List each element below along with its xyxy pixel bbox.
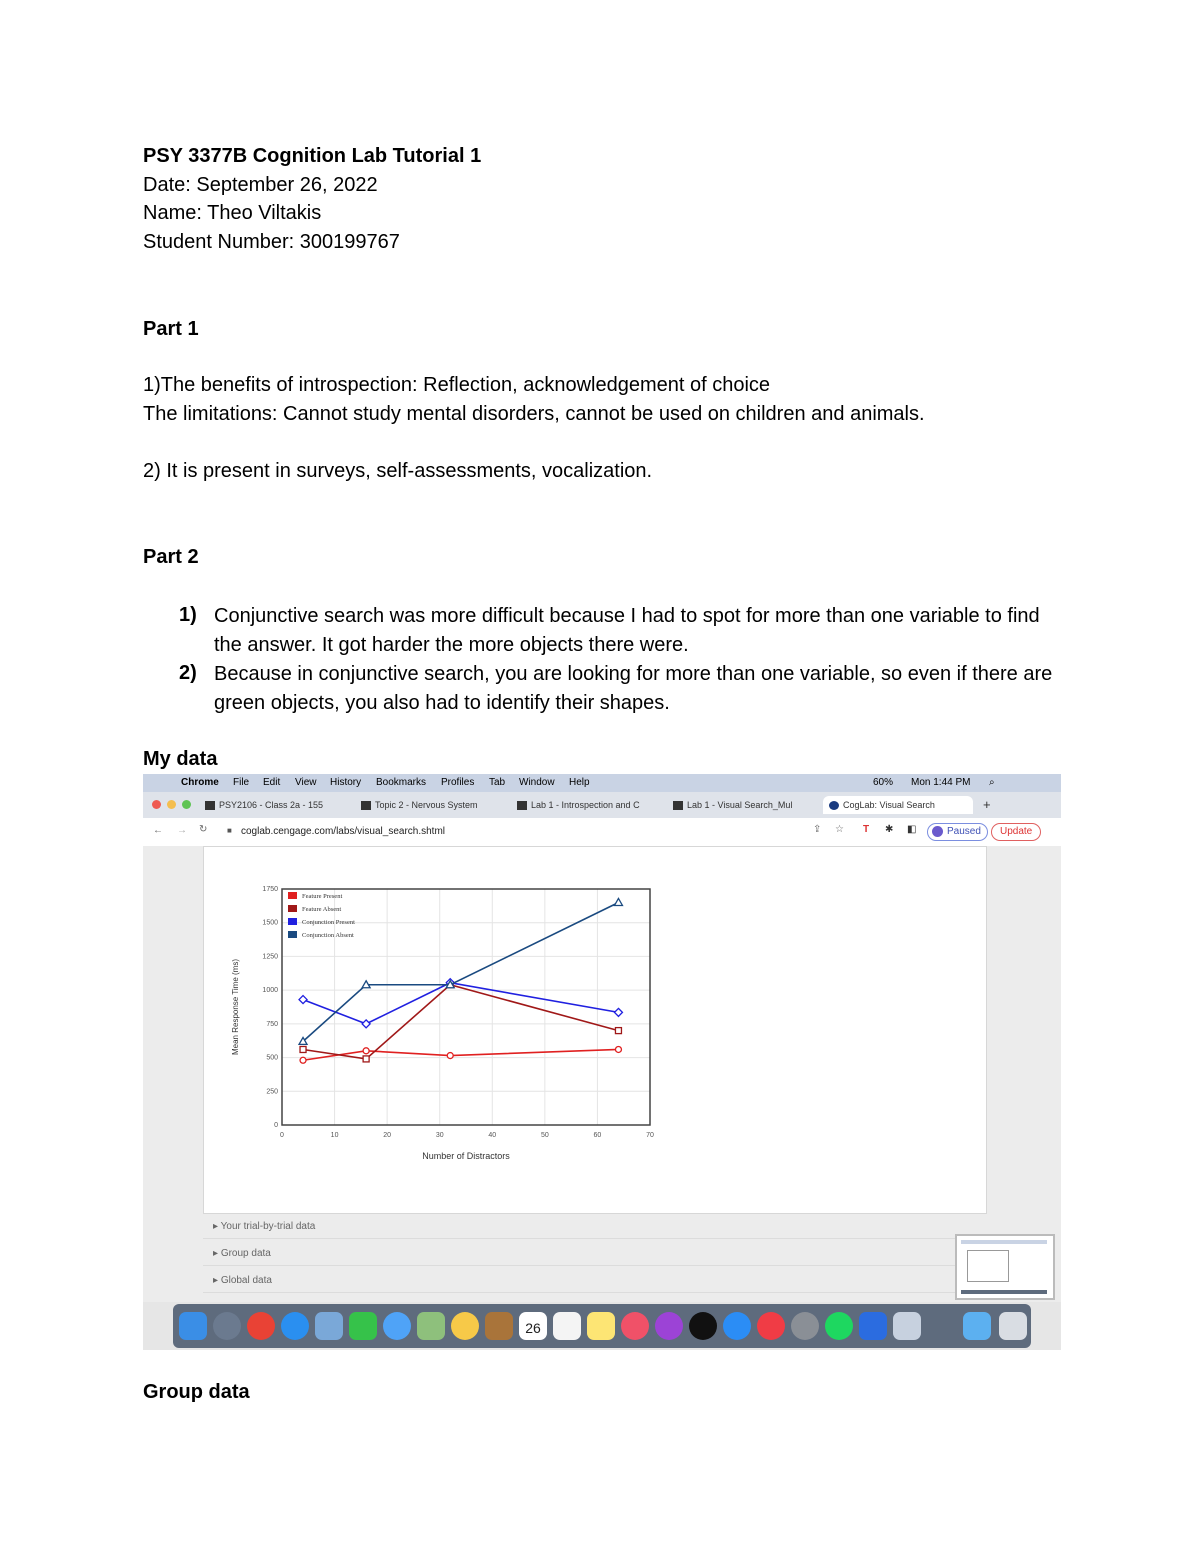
calendar-icon[interactable]: 26 [519, 1312, 547, 1340]
search-icon[interactable]: ⌕ [989, 777, 995, 788]
profile-paused-button[interactable]: Paused [927, 823, 988, 841]
caret-right-icon: ▸ [213, 1248, 219, 1259]
x-tick-label: 10 [330, 1132, 339, 1139]
lock-icon: ■ [227, 826, 232, 835]
reminders-icon[interactable] [553, 1312, 581, 1340]
y-tick-label: 0 [274, 1122, 278, 1129]
part1-q1-line1: 1)The benefits of introspection: Reflection, acknowledgement of choice [143, 374, 771, 396]
x-tick-label: 50 [540, 1132, 549, 1139]
x-tick-label: 40 [488, 1132, 497, 1139]
my-data-heading: My data [143, 748, 218, 770]
update-button[interactable]: Update [991, 823, 1041, 841]
word-icon[interactable] [859, 1312, 887, 1340]
sidebar-icon[interactable]: ◧ [907, 824, 917, 835]
x-tick-label: 0 [280, 1132, 284, 1139]
data-point [447, 1053, 453, 1059]
image-capture-icon[interactable] [893, 1312, 921, 1340]
response-time-chart [224, 877, 684, 1177]
doc-student-number: Student Number: 300199767 [143, 231, 400, 253]
podcasts-icon[interactable] [655, 1312, 683, 1340]
doc-title: PSY 3377B Cognition Lab Tutorial 1 [143, 145, 482, 167]
part2-item-text: Conjunctive search was more difficult because I had to spot for more than one variable to find the answer. It got harder the more objects there were. [214, 605, 1040, 656]
favicon-icon [361, 801, 371, 810]
accordion-group-data[interactable]: ▸ Group data [203, 1243, 985, 1266]
apple-tv-icon[interactable] [689, 1312, 717, 1340]
back-icon[interactable]: ← [153, 825, 163, 836]
data-point [299, 996, 307, 1004]
forward-icon[interactable]: → [177, 825, 187, 836]
coglab-icon [829, 801, 839, 810]
mac-dock [173, 1304, 1031, 1348]
menu-item[interactable]: Bookmarks [376, 777, 427, 788]
part1-q1-line2: The limitations: Cannot study mental disorders, cannot be used on children and animals. [143, 403, 925, 425]
finder-icon[interactable] [179, 1312, 207, 1340]
embedded-screenshot [143, 774, 1061, 1350]
safari-icon[interactable] [281, 1312, 309, 1340]
menu-item[interactable]: Help [569, 777, 590, 788]
part2-heading: Part 2 [143, 546, 199, 568]
facetime-icon[interactable] [349, 1312, 377, 1340]
legend-entry: Conjunction Absent [302, 932, 354, 939]
close-window-icon[interactable] [152, 800, 161, 809]
screenshot-thumbnail[interactable] [955, 1234, 1055, 1300]
contacts-icon[interactable] [485, 1312, 513, 1340]
menu-item[interactable]: View [295, 777, 317, 788]
data-point [362, 1020, 370, 1028]
battery-percent: 60% [873, 777, 894, 788]
data-point [614, 898, 622, 905]
photos-icon[interactable] [451, 1312, 479, 1340]
trash-icon[interactable] [999, 1312, 1027, 1340]
browser-tab[interactable]: PSY2106 - Class 2a - 155 [199, 796, 349, 814]
doc-name: Name: Theo Viltakis [143, 202, 322, 224]
part1-q2: 2) It is present in surveys, self-assessments, vocalization. [143, 460, 653, 482]
data-point [300, 1057, 306, 1063]
menu-item[interactable]: History [330, 777, 362, 788]
accordion-trial-data[interactable]: ▸ Your trial-by-trial data [203, 1216, 985, 1239]
part2-item-number: 1) [179, 604, 197, 626]
data-point [363, 1048, 369, 1054]
menu-item[interactable]: Edit [263, 777, 281, 788]
puzzle-icon[interactable]: ✱ [885, 824, 894, 835]
browser-tab[interactable]: Lab 1 - Visual Search_Mul [667, 796, 817, 814]
y-tick-label: 500 [266, 1054, 278, 1062]
y-axis-label: Mean Response Time (ms) [231, 958, 240, 1056]
part2-item-number: 2) [179, 662, 197, 684]
x-tick-label: 70 [646, 1132, 654, 1139]
caret-right-icon: ▸ [213, 1275, 219, 1286]
menu-item[interactable]: Window [519, 777, 555, 788]
browser-tab-bar [143, 792, 1061, 818]
group-data-heading: Group data [143, 1381, 250, 1403]
favicon-icon [517, 801, 527, 810]
y-tick-label: 1750 [262, 886, 278, 893]
legend-swatch [288, 931, 297, 938]
preview-icon[interactable] [315, 1312, 343, 1340]
menu-item[interactable]: Chrome [181, 777, 219, 788]
menu-item[interactable]: Profiles [441, 777, 475, 788]
favicon-icon [673, 801, 683, 810]
data-point [615, 1028, 621, 1034]
app-store-icon[interactable] [723, 1312, 751, 1340]
address-bar [143, 818, 1061, 847]
favicon-icon [205, 801, 215, 810]
browser-tab[interactable]: Lab 1 - Introspection and C [511, 796, 661, 814]
part2-item-text: Because in conjunctive search, you are looking for more than one variable, so even if there are green objects, you also had to identify their shapes. [214, 663, 1053, 714]
chrome-icon[interactable] [247, 1312, 275, 1340]
legend-swatch [288, 905, 297, 912]
mac-menu-bar [143, 774, 1061, 792]
web-page [143, 846, 1061, 1302]
maximize-window-icon[interactable] [182, 800, 191, 809]
star-icon[interactable]: ☆ [835, 824, 844, 835]
share-icon[interactable]: ⇪ [813, 824, 822, 835]
messages-icon[interactable] [383, 1312, 411, 1340]
new-tab-button[interactable]: + [983, 797, 991, 812]
menu-item[interactable]: File [233, 777, 250, 788]
url-text[interactable]: coglab.cengage.com/labs/visual_search.shtml [241, 826, 445, 837]
legend-swatch [288, 892, 297, 899]
series-line [303, 1049, 618, 1060]
y-tick-label: 1500 [262, 919, 278, 927]
results-card [203, 846, 987, 1214]
x-tick-label: 20 [383, 1132, 392, 1139]
y-tick-label: 1250 [262, 953, 278, 961]
series-line [303, 985, 618, 1059]
x-tick-label: 60 [593, 1132, 602, 1139]
legend-swatch [288, 918, 297, 925]
browser-tab-active[interactable]: CogLab: Visual Search [823, 796, 973, 814]
part1-heading: Part 1 [143, 318, 199, 340]
launchpad-icon[interactable] [213, 1312, 241, 1340]
menu-clock: Mon 1:44 PM [911, 777, 971, 788]
maps-icon[interactable] [417, 1312, 445, 1340]
legend-entry: Feature Absent [302, 906, 342, 913]
accordion-global-data[interactable]: ▸ Global data [203, 1270, 985, 1293]
x-tick-label: 30 [435, 1132, 444, 1139]
doc-date: Date: September 26, 2022 [143, 174, 378, 196]
data-point [614, 1008, 622, 1016]
caret-right-icon: ▸ [213, 1221, 219, 1232]
system-preferences-icon[interactable] [791, 1312, 819, 1340]
spotify-icon[interactable] [825, 1312, 853, 1340]
y-tick-label: 250 [266, 1088, 278, 1096]
data-point [300, 1046, 306, 1052]
menu-item[interactable]: Tab [489, 777, 506, 788]
y-tick-label: 750 [266, 1020, 278, 1028]
legend-entry: Feature Present [302, 893, 343, 900]
news-icon[interactable] [757, 1312, 785, 1340]
data-point [615, 1046, 621, 1052]
minimize-window-icon[interactable] [167, 800, 176, 809]
x-axis-label: Number of Distractors [422, 1151, 510, 1161]
legend-entry: Conjunction Present [302, 919, 355, 926]
y-tick-label: 1000 [262, 987, 278, 995]
music-icon[interactable] [621, 1312, 649, 1340]
extension-icon[interactable]: T [863, 824, 870, 835]
notes-icon[interactable] [587, 1312, 615, 1340]
data-point [363, 1056, 369, 1062]
downloads-folder-icon[interactable] [963, 1312, 991, 1340]
browser-tab[interactable]: Topic 2 - Nervous System [355, 796, 505, 814]
avatar [932, 826, 943, 837]
reload-icon[interactable]: ↻ [199, 824, 208, 835]
